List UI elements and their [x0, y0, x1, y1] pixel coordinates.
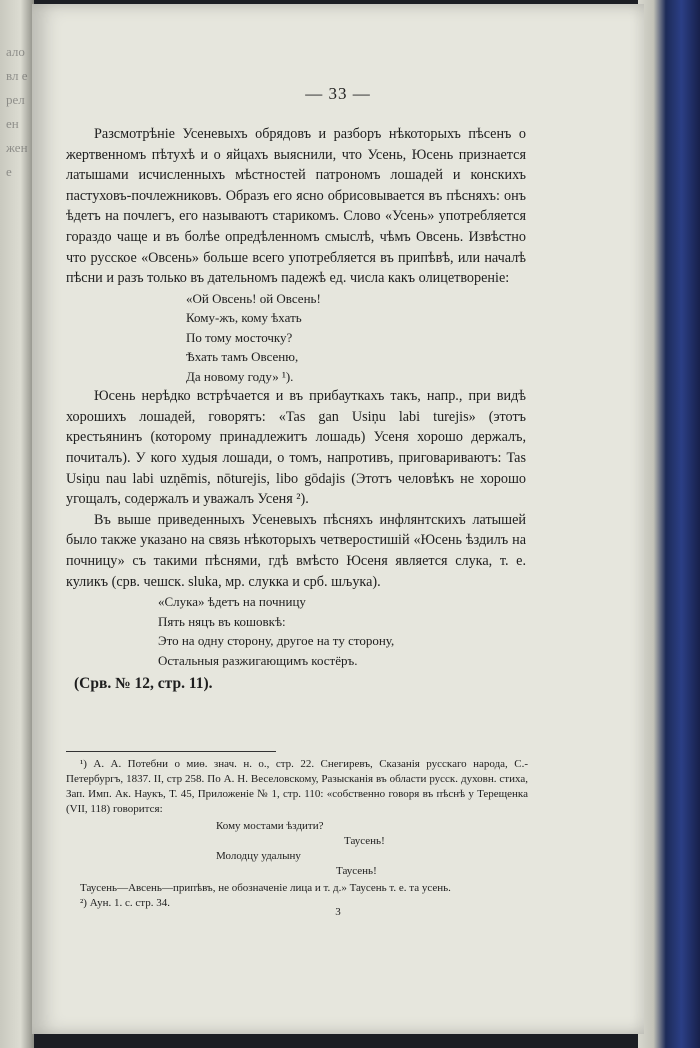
signature-mark: 3	[335, 906, 341, 918]
verse-line: Ѣхать тамъ Овсеню,	[186, 349, 299, 365]
footnote-1-tail: Таусень—Авсень—припѣвъ, не обозначеніе лица и т. д.» Таусень т. е. та усень.	[80, 882, 451, 894]
footnote-verse-line: Таусень!	[344, 835, 385, 847]
footnote-verse-line: Таусень!	[336, 865, 377, 877]
verse-line: Да новому году» ¹).	[186, 368, 294, 384]
verse-line: Пять няцъ въ кошовкѣ:	[158, 613, 286, 629]
verse-line: Это на одну сторону, другое на ту сторону,	[158, 633, 395, 649]
verse-line: «Слука» ѣдетъ на почницу	[158, 594, 306, 610]
verse-line: Кому-жъ, кому ѣхать	[186, 310, 302, 326]
verse-line: По тому мосточку?	[186, 329, 293, 345]
footnote-verse	[216, 819, 528, 879]
page-number: — 33 —	[305, 84, 371, 103]
footnotes	[66, 757, 528, 911]
verse-block-1	[186, 289, 526, 387]
footnote-verse-line: Молодцу удалыну	[216, 850, 301, 862]
paragraph-3: Въ выше приведенныхъ Усеневыхъ пѣсняхъ инфлянтскихъ латышей было также указано на связь нѣкоторыхъ четверостишій «Юсень ѣздилъ на почницу» съ такими пѣснями, гдѣ вмѣсто Юсеня является слука, т. е. куликъ (срв. чешск. sluka, мр. слукка и срб. шљука).	[66, 511, 526, 590]
body-text	[66, 124, 526, 695]
footnote-verse-line: Кому мостами ѣздити?	[216, 820, 324, 832]
left-page-edge-text: аловл ерелен жене	[6, 44, 28, 179]
footnote-1: ¹) А. А. Потебни о миѳ. знач. н. о., стр. 22. Снегиревъ, Сказанія русскаго народа, С.-Петербургъ, 1837. II, стр 258. По А. Н. Веселовскому, Разысканія въ области русск. духовн. стиха, Зап. Имп. Ак. Наукъ, Т. 45, Приложеніе № 1, стр. 110: «собственно говоря въ пѣснѣ у Терещенка (VII, 118) говорится:	[66, 758, 528, 815]
cross-reference: (Срв. № 12, стр. 11).	[74, 675, 213, 693]
footnote-rule	[66, 751, 276, 752]
book-spine	[638, 0, 700, 1048]
verse-line: Остальныя разжигающимъ костёръ.	[158, 652, 358, 668]
book-page	[32, 4, 644, 1034]
verse-block-2	[158, 592, 526, 670]
verse-line: «Ой Овсень! ой Овсень!	[186, 290, 321, 306]
paragraph-1: Разсмотрѣніе Усеневыхъ обрядовъ и разборъ нѣкоторыхъ пѣсенъ о жертвенномъ пѣтухѣ и о яйцахъ выяснили, что Усень, Юсень признается латышами исчисленныхъ мѣстностей патрономъ лошадей и конскихъ пастуховъ-почлежниковъ. Образъ его ясно обрисовывается въ пѣсняхъ: онъ ѣдетъ на почлегъ, его называютъ старикомъ. Слово «Усень» употребляется гораздо чаще и въ болѣе опредѣленномъ смыслѣ, чѣмъ Овсень. Извѣстно что русское «Овсень» больше всего употребляется въ припѣвѣ, или началѣ пѣсни и разъ только въ дательномъ падежѣ ед. числа какъ олицетвореніе:	[66, 126, 526, 287]
paragraph-2: Юсень нерѣдко встрѣчается и въ прибауткахъ такъ, напр., при видѣ хорошихъ лошадей, говорятъ: «Tas gan Usiņu labi turejis» (этотъ крестьянинъ (которому принадлежитъ лошадь) Усеня хорошо держалъ, почиталъ). У кого худыя лошади, о томъ, напротивъ, приговариваютъ: Tas Usiņu nau labi uzņēmis, nōturejis, libo gōdajis (Этотъ человѣкъ не хорошо угощалъ, содержалъ и уважалъ Усеня ²).	[66, 388, 526, 508]
footnote-2: ²) Аун. 1. с. стр. 34.	[80, 897, 170, 909]
left-page-edge	[0, 0, 34, 1048]
